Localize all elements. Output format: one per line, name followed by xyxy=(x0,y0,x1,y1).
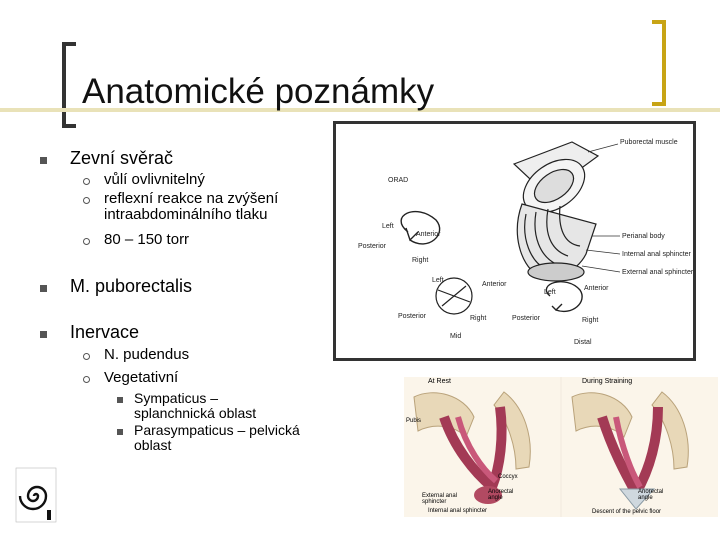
label-right-mid: Right xyxy=(470,315,487,322)
label-left-mid: Left xyxy=(432,277,444,284)
pelvic-floor-illustration xyxy=(404,377,718,517)
label-perianal-body: Perianal body xyxy=(622,233,665,240)
label-puborectal-muscle: Puborectal muscle xyxy=(620,139,678,146)
label-pubis: Pubis xyxy=(406,418,422,424)
bullet-zevni-sverac: Zevní svěrač xyxy=(70,148,174,168)
sub-bullet-vegetativni: Vegetativní xyxy=(104,369,179,386)
label-left-dist: Left xyxy=(544,289,556,296)
label-external-anal-sphincter-fig2: External anal sphincter xyxy=(422,493,458,505)
subsub-sympaticus: Sympaticus – splanchnická oblast xyxy=(134,390,257,421)
label-internal-anal-sphincter: Internal anal sphincter xyxy=(622,251,691,258)
label-distal: Distal xyxy=(574,339,592,346)
title-bracket-left xyxy=(62,42,76,128)
label-coccyx: Coccyx xyxy=(498,474,518,480)
label-anorectal-angle: Anorectal angle xyxy=(488,489,514,501)
bullet-ring-icon xyxy=(83,353,90,360)
bullet-ring-icon xyxy=(83,197,90,204)
title-bracket-right xyxy=(652,20,666,106)
label-right-dist: Right xyxy=(582,317,599,324)
label-orad: ORAD xyxy=(388,177,409,184)
sub-bullet-reflexni: reflexní reakce na zvýšení intraabdominálního tlaku xyxy=(104,190,279,223)
sub-bullet-torr: 80 – 150 torr xyxy=(104,231,190,248)
bullet-square-icon xyxy=(40,157,47,164)
label-internal-anal-sphincter-fig2: Internal anal sphincter xyxy=(428,508,488,514)
bullet-square-icon xyxy=(117,397,123,403)
sphincter-diagram xyxy=(333,121,696,361)
panel-during-straining xyxy=(562,377,718,517)
bullet-ring-icon xyxy=(83,376,90,383)
label-posterior-dist: Posterior xyxy=(512,315,541,322)
page-title: Anatomické poznámky xyxy=(82,72,435,111)
bullet-ring-icon xyxy=(83,178,90,185)
label-anorectal-angle-2: Anorectal angle xyxy=(638,489,664,501)
label-during-straining: During Straining xyxy=(582,378,633,385)
sub-bullet-vuli: vůlí ovlivnitelný xyxy=(104,171,205,188)
bullet-ring-icon xyxy=(83,238,90,245)
label-left-top: Left xyxy=(382,223,394,230)
label-external-anal-sphincter: External anal sphincter xyxy=(622,269,693,276)
sub-bullet-pudendus: N. pudendus xyxy=(104,346,190,363)
label-mid: Mid xyxy=(450,333,462,340)
panel-at-rest xyxy=(404,377,560,517)
label-anterior-mid: Anterior xyxy=(482,281,507,288)
label-posterior-mid: Posterior xyxy=(398,313,427,320)
label-descent: Descent of the pelvic floor xyxy=(592,509,662,515)
label-anterior-top: Anterior xyxy=(416,231,441,238)
label-posterior-top: Posterior xyxy=(358,243,387,250)
bullet-inervace: Inervace xyxy=(70,322,140,342)
bullet-square-icon xyxy=(40,285,47,292)
subsub-parasympaticus: Parasympaticus – pelvická oblast xyxy=(134,422,300,453)
spiral-logo-icon xyxy=(14,466,58,524)
bullet-square-icon xyxy=(40,331,47,338)
bullet-square-icon xyxy=(117,429,123,435)
label-right-top: Right xyxy=(412,257,429,264)
spiral-logo xyxy=(14,466,58,524)
bullet-puborectalis: M. puborectalis xyxy=(70,276,193,296)
label-anterior-dist: Anterior xyxy=(584,285,609,292)
sphincter-diagram-svg xyxy=(336,124,693,358)
label-at-rest: At Rest xyxy=(428,378,451,385)
